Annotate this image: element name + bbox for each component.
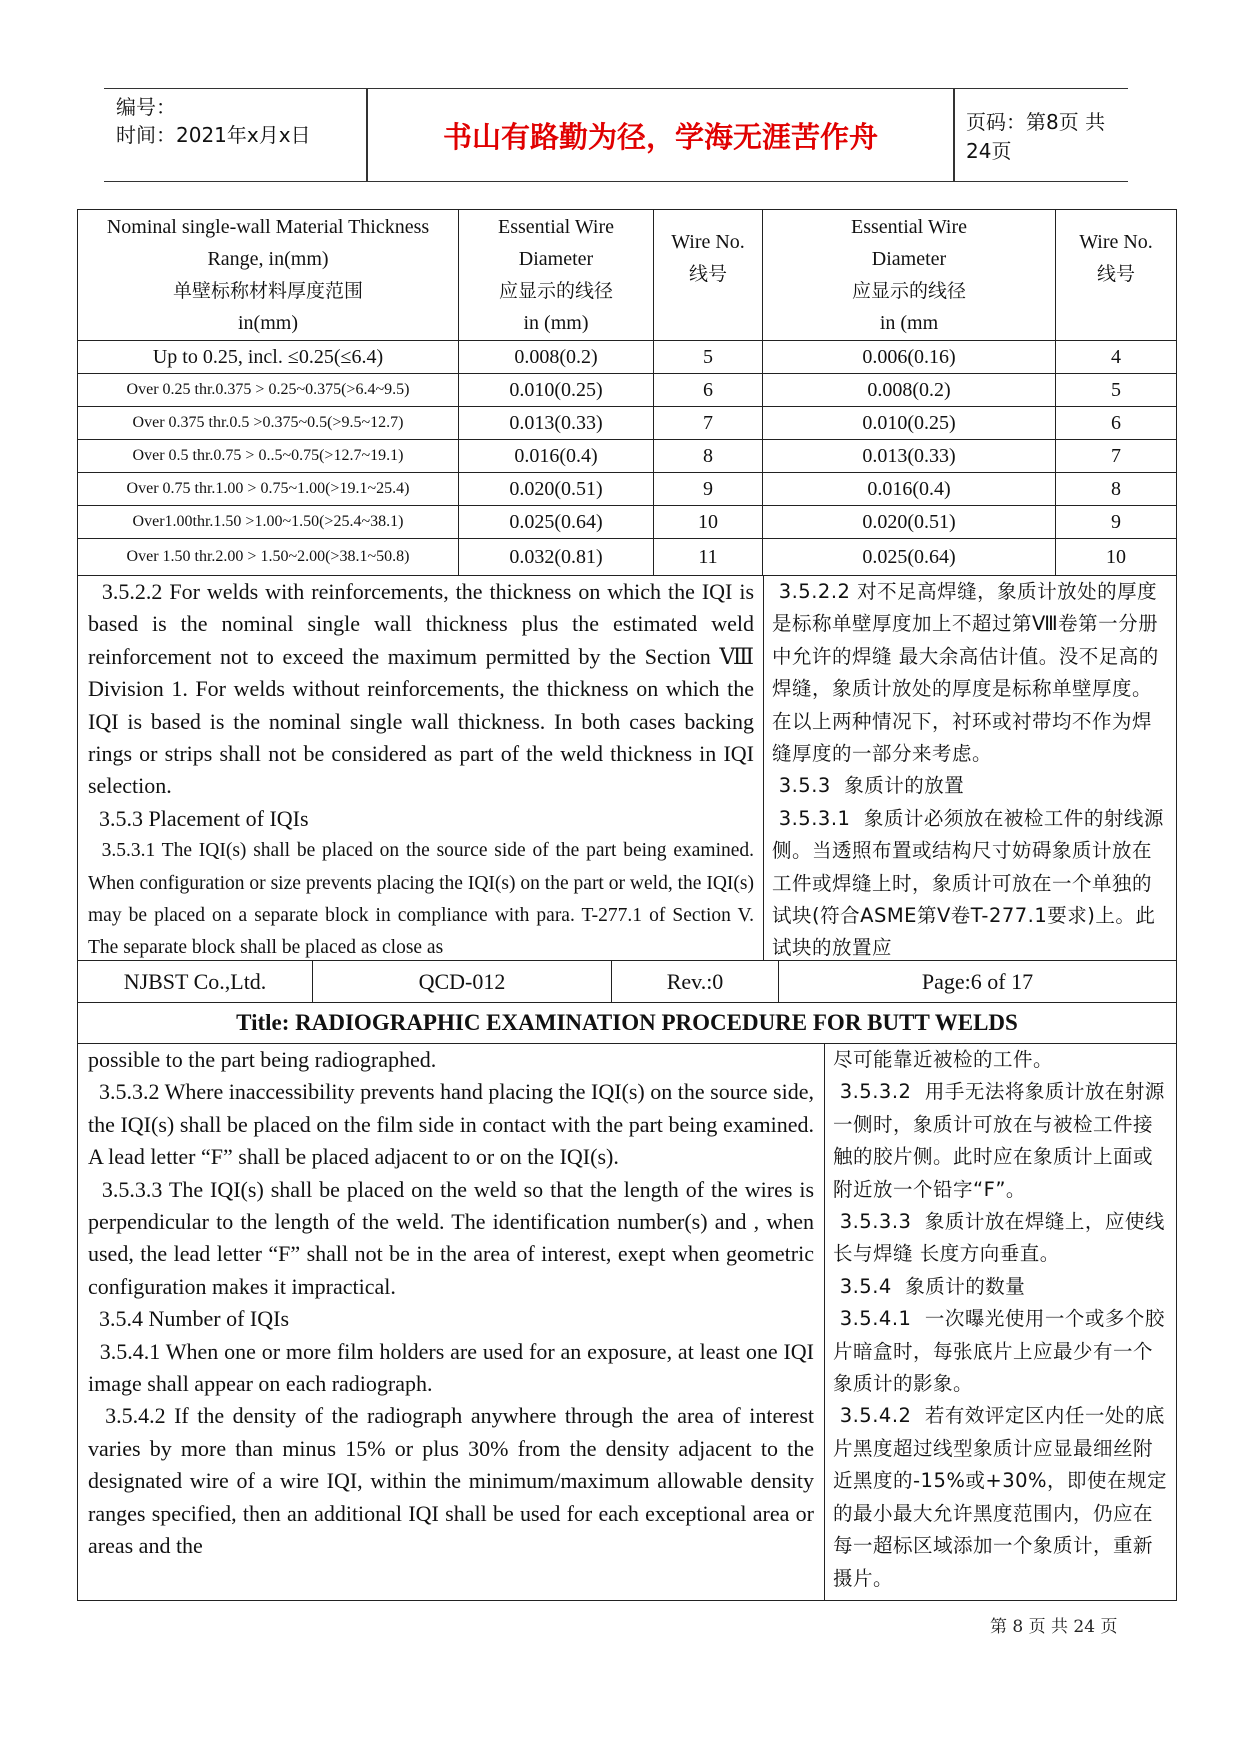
- table-row-6-range: Over 1.50 thr.2.00 > 1.50~2.00(>38.1~50.8): [126, 548, 410, 565]
- table-row-3-diam-a: 0.016(0.4): [514, 444, 598, 467]
- section2-english: [88, 1044, 820, 1563]
- header-motto: 书山有路勤为径，学海无涯苦作舟: [442, 119, 878, 154]
- table-row-3-no-b: 7: [1111, 444, 1121, 467]
- table-row-5-no-a: 10: [698, 510, 718, 533]
- table-row-2-diam-b: 0.010(0.25): [862, 411, 956, 434]
- table-row-0-no-b: 4: [1111, 345, 1121, 368]
- table-row-2-diam-a: 0.013(0.33): [509, 411, 603, 434]
- paragraph: 3.5.4.2 If the density of the radiograph anywhere through the area of interest varies by more than minus 15% or plus 30% from the density adjacent to the designated wire of a wire IQI, within the minimum/maximum allowable density ranges specified, then an additional IQI shall be used for each exceptional area or areas and the: [88, 1403, 820, 1559]
- table-row-5-diam-b: 0.020(0.51): [862, 510, 956, 533]
- document-code: QCD-012: [418, 968, 506, 994]
- table-row-2-no-b: 6: [1111, 411, 1121, 434]
- table-row-2-no-a: 7: [703, 411, 713, 434]
- document-page: Page:6 of 17: [921, 968, 1034, 994]
- table-row-1-no-b: 5: [1111, 378, 1121, 401]
- paragraph: 3.5.4 Number of IQIs: [88, 1306, 290, 1332]
- paragraph: 3.5.3.1 The IQI(s) shall be placed on the source side of the part being examined. When configuration or size prevents placing the IQI(s) on the part or weld, the IQI(s) may be placed on a separate block in compliance with para. T-277.1 of Section V. The separate block shall be placed as close as: [88, 840, 759, 959]
- table-row-3-diam-b: 0.013(0.33): [862, 444, 956, 467]
- table-row-4-range: Over 0.75 thr.1.00 > 0.75~1.00(>19.1~25.4): [126, 480, 410, 497]
- paragraph: 3.5.3.3 The IQI(s) shall be placed on the weld so that the length of the wires is perpendicular to the length of the weld. The identification number(s) and , when used, the lead letter “F” shall not be in the area of interest, exept when geometric configuration makes it impractical.: [88, 1176, 820, 1299]
- time-label: 时间：2021年x月x日: [116, 123, 311, 147]
- table-row-4-no-b: 8: [1111, 477, 1121, 500]
- table-row-0-diam-b: 0.006(0.16): [862, 345, 956, 368]
- document-title: Title: RADIOGRAPHIC EXAMINATION PROCEDURE FOR BUTT WELDS: [77, 1002, 1177, 1044]
- table-row-6-no-a: 11: [698, 545, 718, 568]
- paragraph: 尽可能靠近被检的工件。: [833, 1048, 1054, 1071]
- table-row-6-no-b: 10: [1106, 545, 1126, 568]
- table-row-3-no-a: 8: [703, 444, 713, 467]
- col-header-wire-no-b: Wire No. 线号: [1079, 231, 1153, 285]
- col-header-wire-diameter-a: Essential Wire Diameter 应显示的线径 in (mm): [497, 216, 614, 334]
- table-row-1-range: Over 0.25 thr.0.375 > 0.25~0.375(>6.4~9.5): [126, 381, 410, 398]
- table-row-5-no-b: 9: [1111, 510, 1121, 533]
- header-page-label: 页码：第8页 共24页: [966, 110, 1106, 163]
- table-row-0-no-a: 5: [703, 345, 713, 368]
- section1-chinese: [772, 576, 1170, 965]
- section2-chinese: [833, 1044, 1170, 1595]
- paragraph: 3.5.4 象质计的数量: [833, 1274, 1026, 1298]
- section-3-5-3-2: [77, 1043, 1177, 1601]
- page-number: 第 8 页 共 24 页: [990, 1617, 1118, 1637]
- table-row-4-diam-b: 0.016(0.4): [867, 477, 951, 500]
- paragraph: 3.5.3.2 用手无法将象质计放在射源 一侧时，象质计可放在与被检工件接触的胶片侧。此时应在象质计上面或附近放一个铅字“F”。: [833, 1080, 1172, 1201]
- revision: Rev.:0: [666, 968, 724, 994]
- paragraph: possible to the part being radiographed.: [88, 1047, 437, 1072]
- table-row-0-range: Up to 0.25, incl. ≤0.25(≤6.4): [152, 345, 384, 368]
- table-row-5-diam-a: 0.025(0.64): [509, 510, 603, 533]
- col-header-wire-no-a: Wire No. 线号: [671, 231, 745, 285]
- table-row-3-range: Over 0.5 thr.0.75 > 0..5~0.75(>12.7~19.1): [132, 447, 404, 464]
- section-3-5-2-2: [77, 575, 1177, 961]
- table-row-1-diam-a: 0.010(0.25): [509, 378, 603, 401]
- table-row-1-no-a: 6: [703, 378, 713, 401]
- table-row-5-range: Over1.00thr.1.50 >1.00~1.50(>25.4~38.1): [132, 513, 404, 530]
- paragraph: 3.5.2.2 对不足高焊缝，象质计放处的厚度是标称单壁厚度加上不超过第Ⅷ卷第一分册中允许的焊缝 最大余高估计值。没不足高的焊缝，象质计放处的厚度是标称单壁厚度。在以上两种情况下，衬环或衬带均不作为焊缝厚度的一部分来考虑。: [772, 580, 1159, 766]
- table-row-6-diam-b: 0.025(0.64): [862, 545, 956, 568]
- table-row-0-diam-a: 0.008(0.2): [514, 345, 598, 368]
- paragraph: 3.5.4.1 When one or more film holders are used for an exposure, at least one IQI image shall appear on each radiograph.: [88, 1338, 820, 1397]
- paragraph: 3.5.3.3 象质计放在焊缝上，应使线长与焊缝 长度方向垂直。: [833, 1210, 1165, 1266]
- page-header: [104, 88, 1128, 182]
- company-name: NJBST Co.,Ltd.: [123, 968, 267, 994]
- paragraph: 3.5.3.1 象质计必须放在被检工件的射线源侧。当透照布置或结构尺寸妨碍象质计放在工件或焊缝上时，象质计可放在一个单独的试块(符合ASME第V卷T-277.1要求)上。此试块的放置应: [772, 806, 1164, 960]
- paragraph: 3.5.4.2 若有效评定区内任一处的底片黑度超过线型象质计应显最细丝附近黑度的-15%或+30%，即使在规定的最小最大允许黑度范围内，仍应在每一超标区域添加一个象质计，重新摄片。: [833, 1404, 1168, 1590]
- paragraph: 3.5.3 象质计的放置: [772, 774, 965, 798]
- iqi-wire-table: [77, 209, 1177, 576]
- doc-footer-row: [77, 960, 1177, 1003]
- code-label: 编号：: [116, 95, 176, 119]
- col-header-thickness: Nominal single-wall Material Thickness Range, in(mm) 单壁标称材料厚度范围 in(mm): [106, 216, 430, 334]
- table-row-2-range: Over 0.375 thr.0.5 >0.375~0.5(>9.5~12.7): [132, 414, 404, 431]
- paragraph: 3.5.3 Placement of IQIs: [88, 805, 309, 831]
- header-meta: [116, 93, 366, 177]
- section1-english: [88, 576, 760, 965]
- col-header-wire-diameter-b: Essential Wire Diameter 应显示的线径 in (mm: [850, 216, 967, 334]
- paragraph: 3.5.4.1 一次曝光使用一个或多个胶片暗盒时，每张底片上应最少有一个象质计的影象。: [833, 1307, 1165, 1396]
- table-row-1-diam-b: 0.008(0.2): [867, 378, 951, 401]
- table-row-4-no-a: 9: [703, 477, 713, 500]
- table-row-4-diam-a: 0.020(0.51): [509, 477, 603, 500]
- table-row-6-diam-a: 0.032(0.81): [509, 545, 603, 568]
- paragraph: 3.5.2.2 For welds with reinforcements, the thickness on which the IQI is based is the nominal single wall thickness plus the estimated weld reinforcement not to exceed the maximum permitted by the Section Ⅷ Division 1. For welds without reinforcements, the thickness on which the IQI is based is the nominal single wall thickness. In both cases backing rings or strips shall not be considered as part of the weld thickness in IQI selection.: [88, 579, 760, 799]
- paragraph: 3.5.3.2 Where inaccessibility prevents hand placing the IQI(s) on the source side, the IQI(s) shall be placed on the film side in contact with the part being examined. A lead letter “F” shall be placed adjacent to or on the IQI(s).: [88, 1079, 820, 1170]
